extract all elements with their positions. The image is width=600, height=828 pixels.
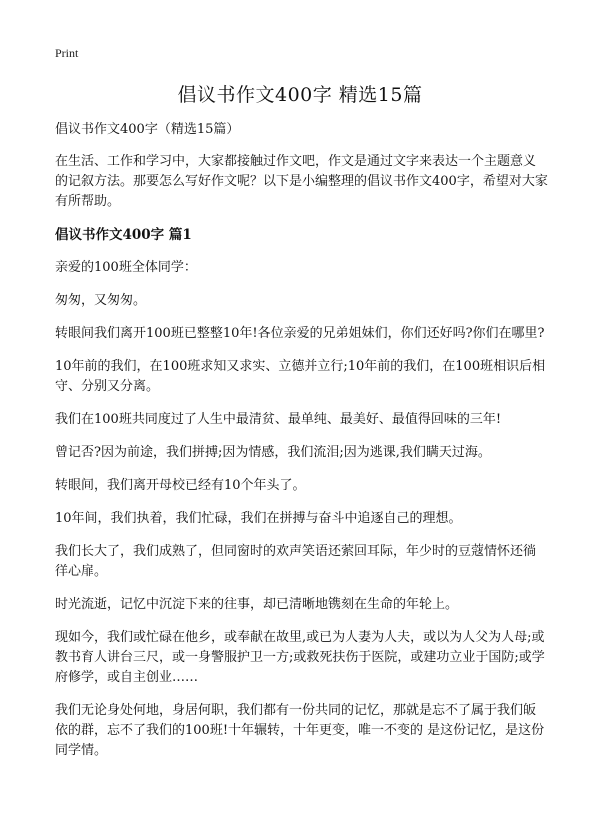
- paragraph: 现如今，我们或忙碌在他乡，或奉献在故里,或已为人妻为人夫，或以为人父为人母;或教书育人讲台三尺，或一身警服护卫一方;或救死扶伤于医院，或建功立业于国防;或学府修学，或自主创业……: [55, 630, 545, 685]
- page-title: 倡议书作文400字 精选15篇: [177, 84, 423, 106]
- paragraph: 匆匆，又匆匆。: [55, 293, 147, 308]
- document-subtitle: 倡议书作文400字（精选15篇）: [55, 122, 240, 137]
- intro-paragraph: 在生活、工作和学习中，大家都接触过作文吧，作文是通过文字来表达一个主题意义的记叙方法。那要怎么写好作文呢？以下是小编整理的倡议书作文400字，希望对大家有所帮助。: [55, 154, 548, 209]
- paragraph: 我们长大了，我们成熟了，但同窗时的欢声笑语还萦回耳际，年少时的豆蔻情怀还徜徉心扉。: [55, 544, 537, 579]
- print-label[interactable]: Print: [55, 46, 79, 60]
- paragraph: 10年间，我们执着，我们忙碌，我们在拼搏与奋斗中追逐自己的理想。: [55, 511, 462, 526]
- section-heading: 倡议书作文400字 篇1: [55, 227, 192, 243]
- paragraph: 我们在100班共同度过了人生中最清贫、最单纯、最美好、最值得回味的三年!: [55, 412, 502, 427]
- paragraph: 转眼间，我们离开母校已经有10个年头了。: [55, 478, 306, 493]
- paragraph: 时光流逝，记忆中沉淀下来的往事，却已清晰地镌刻在生命的年轮上。: [55, 597, 459, 612]
- paragraph: 10年前的我们，在100班求知又求实、立德并立行;10年前的我们，在100班相识后相守、分别又分离。: [55, 359, 546, 394]
- document-body: [55, 120, 548, 774]
- paragraph: 我们无论身处何地，身居何职，我们都有一份共同的记忆，那就是忘不了属于我们皈依的群，忘不了我们的100班!十年辗转，十年更变，唯一不变的 是这份记忆，是这份同学情。: [55, 703, 545, 758]
- paragraph-salutation: 亲爱的100班全体同学：: [55, 260, 197, 275]
- paragraph: 曾记否?因为前途，我们拼搏;因为情感，我们流泪;因为逃课,我们瞒天过海。: [55, 445, 491, 460]
- paragraph: 转眼间我们离开100班已整整10年!各位亲爱的兄弟姐妹们，你们还好吗?你们在哪里?: [55, 326, 545, 341]
